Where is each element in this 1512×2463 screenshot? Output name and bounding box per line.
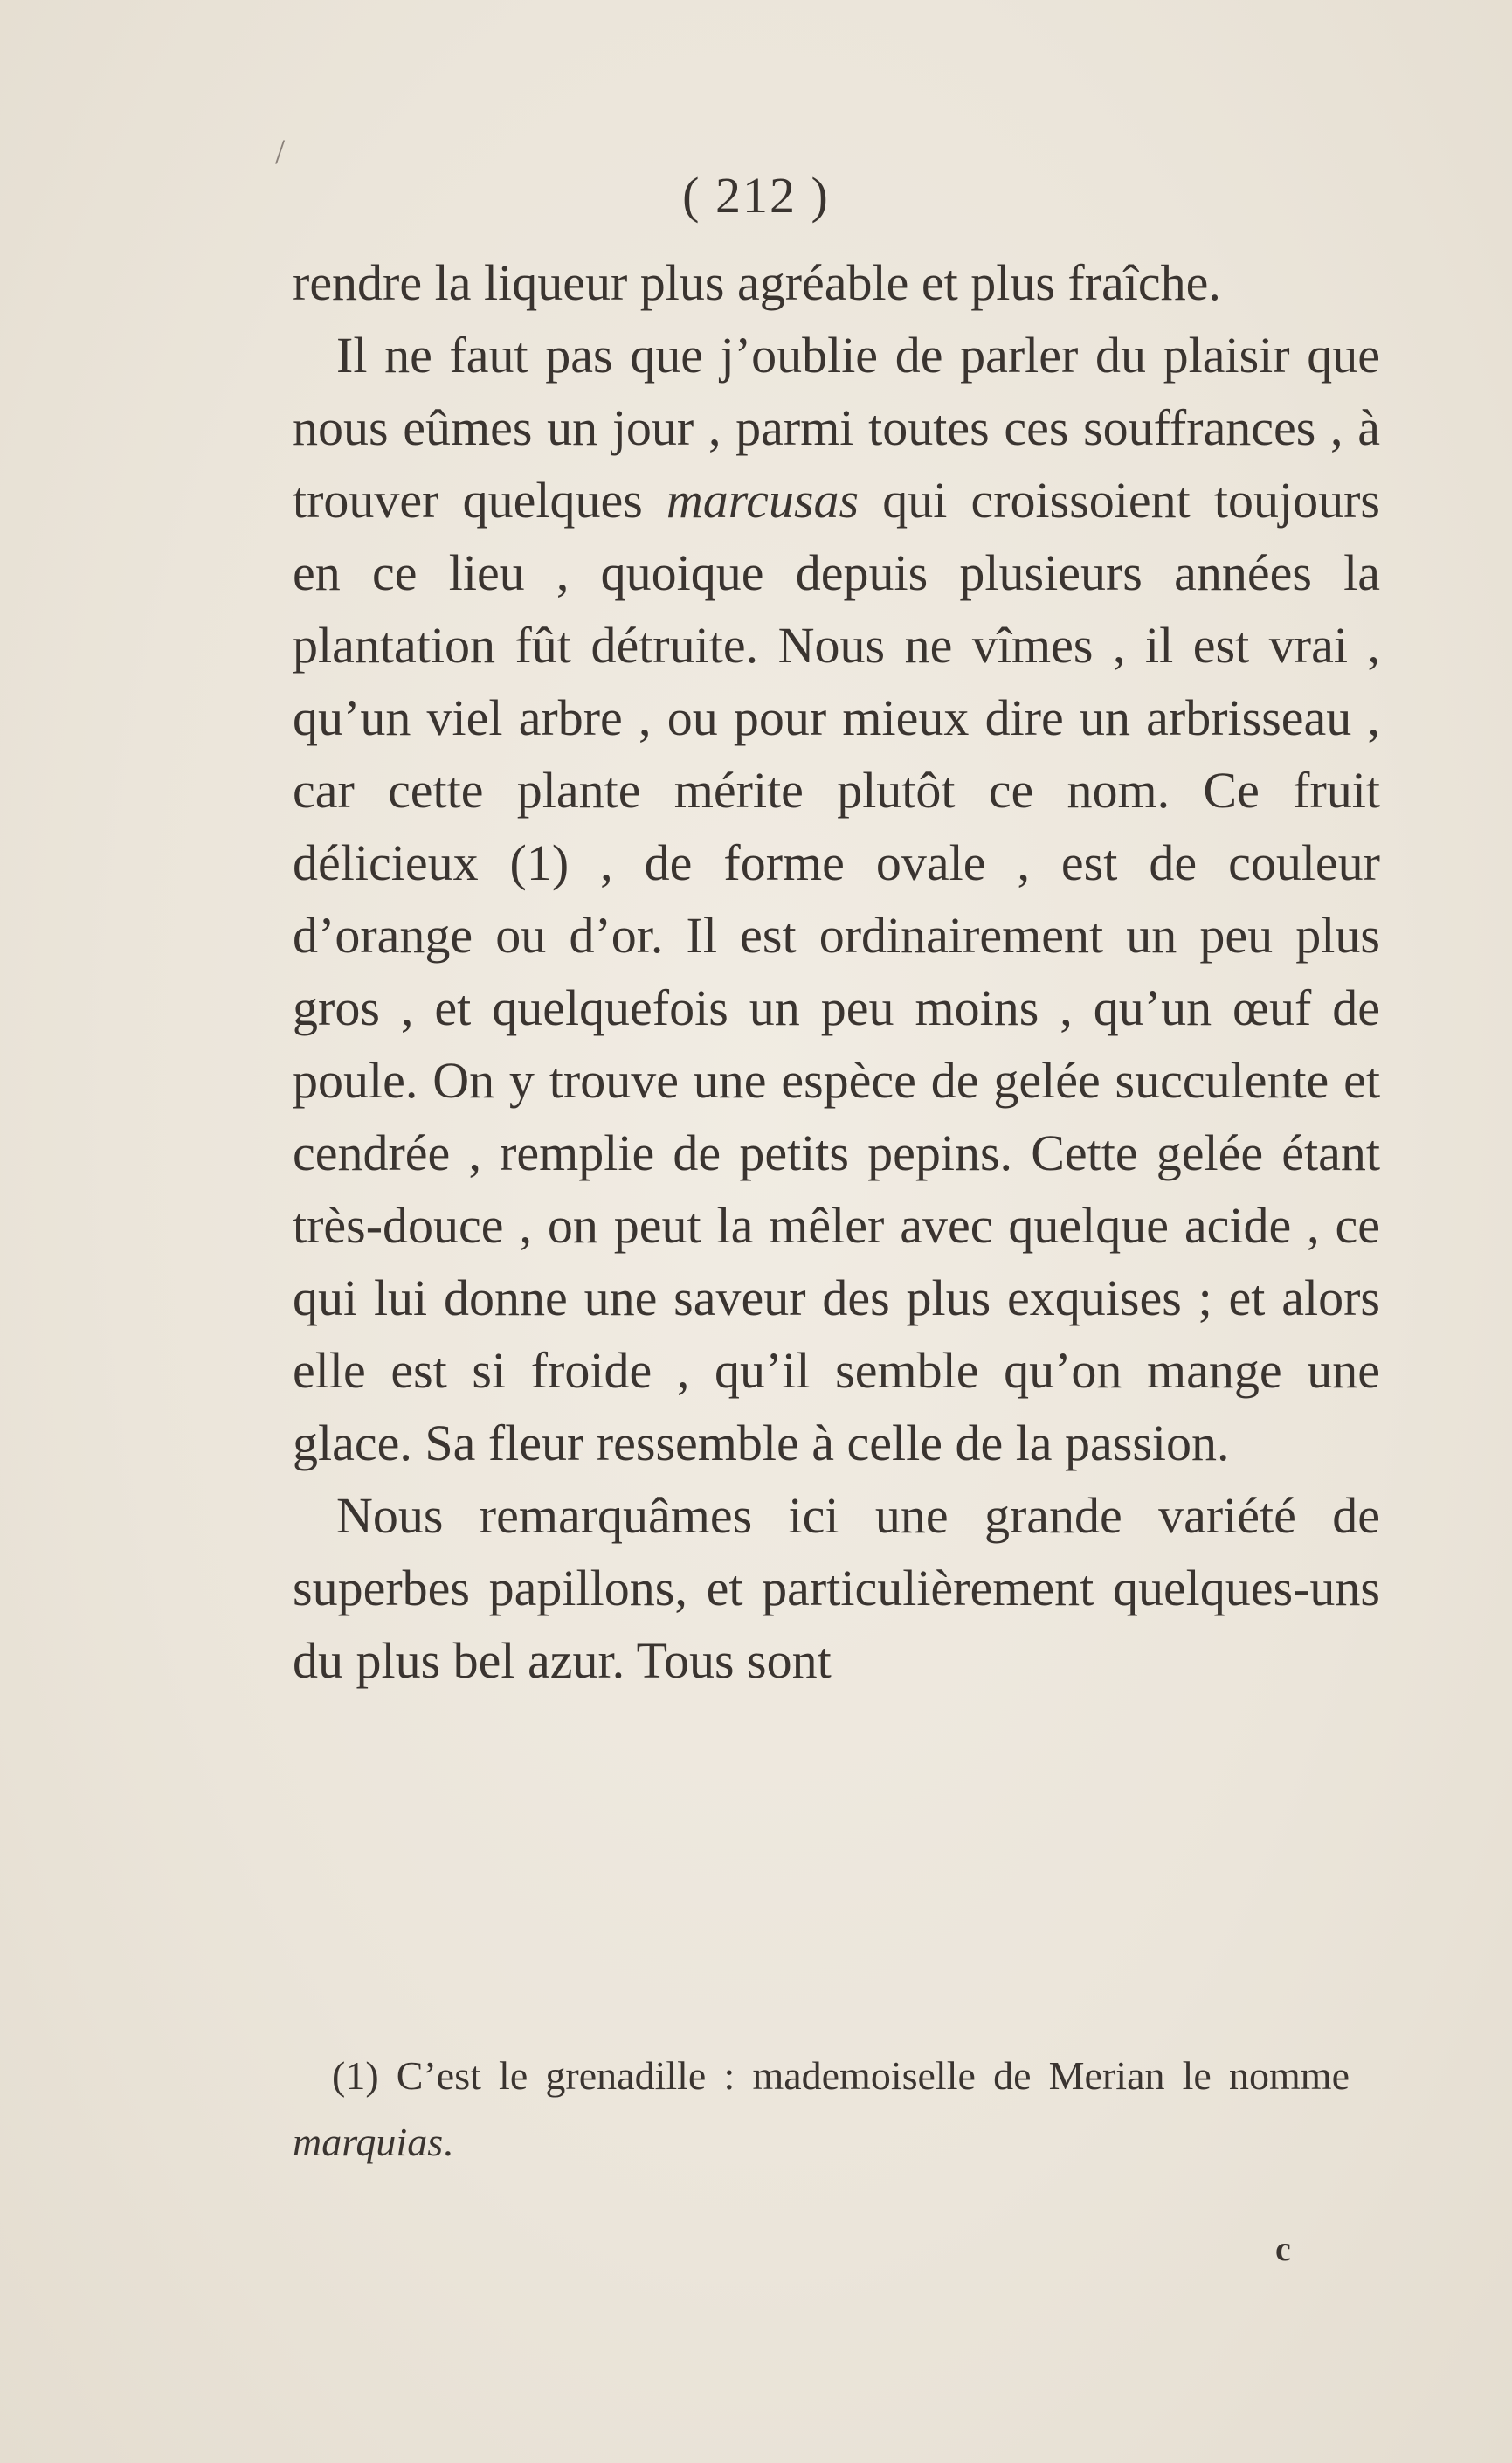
text-run: (1) C’est le grenadille : mademoiselle de Merian le nomme <box>332 2053 1350 2098</box>
italic-term: marquias <box>293 2120 444 2164</box>
body-text <box>293 246 1380 1697</box>
text-run: rendre la liqueur plus agréable et plus fraîche. <box>293 254 1221 311</box>
footnote <box>293 2043 1350 2176</box>
page-number: ( 212 ) <box>682 167 830 224</box>
paragraph-3 <box>293 1479 1380 1697</box>
text-run: Nous remarquâmes ici une grande variété de superbes papillons, et particulièrement quelques-uns du plus bel azur. Tous sont <box>293 1487 1380 1689</box>
paragraph-1 <box>293 246 1380 319</box>
text-run: Il ne faut pas que j’oublie de parler du plaisir que nous eûmes un jour , parmi toutes ces souffrances , à trouver quelques <box>293 327 1380 529</box>
italic-term: marcusas <box>666 472 860 529</box>
footnote-text <box>293 2043 1350 2176</box>
text-run: qui croissoient toujours en ce lieu , quoique depuis plusieurs années la plantation fût détruite. Nous ne vîmes , il est vrai , qu’un viel arbre , ou pour mieux dire un arbrisseau , car cette plante mérite plutôt ce nom. Ce fruit délicieux (1) , de forme ovale , est de couleur d’orange ou d’or. Il est ordinairement un peu plus gros , et quelquefois un peu moins , qu’un œuf de poule. On y trouve une espèce de gelée succulente et cendrée , remplie de petits pepins. Cette gelée étant très-douce , on peut la mêler avec quelque acide , ce qui lui donne une saveur des plus exquises ; et alors elle est si froide , qu’il semble qu’on mange une glace. Sa fleur ressemble à celle de la passion. <box>293 472 1380 1471</box>
paragraph-2 <box>293 319 1380 1479</box>
text-run: . <box>443 2120 453 2164</box>
signature-mark: c <box>1275 2229 1291 2268</box>
stray-mark: / <box>275 132 286 171</box>
